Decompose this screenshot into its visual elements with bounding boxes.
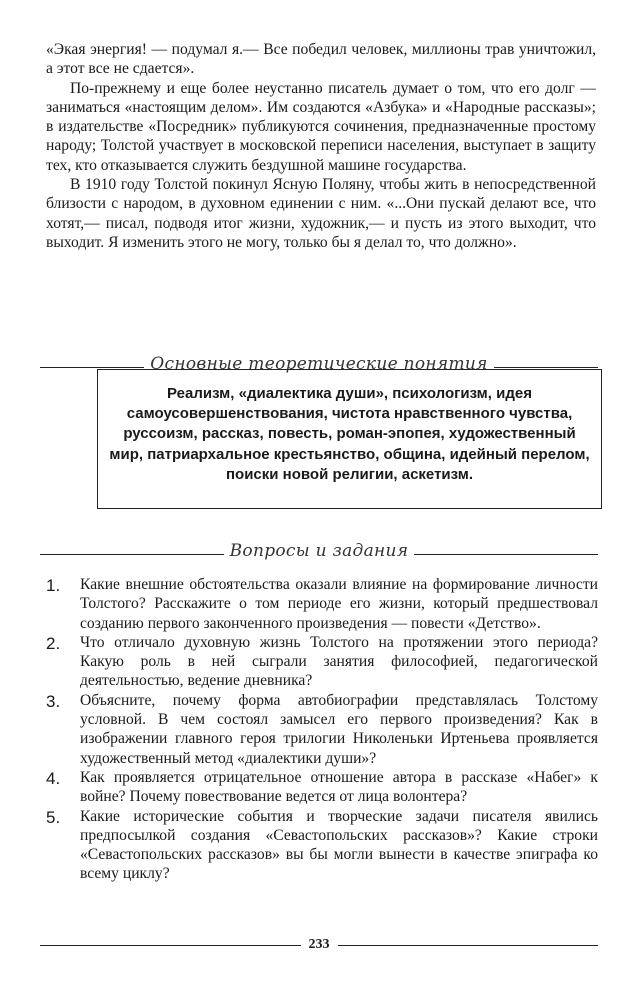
paragraph: По-прежнему и еще более неустанно писатель думает о том, что его долг — заниматься «настоящим делом». Им создаются «Азбука» и «Народные рассказы»; в издательстве «Посредник» публикуются сочинения, предназначенные простому народу; Толстой участвует в московской переписи населения, выступает в защиту тех, кто отказывается служить бездушной машине государства. xyxy=(46,79,596,174)
question-item xyxy=(46,807,598,884)
question-text: Какие внешние обстоятельства оказали влияние на формирование личности Толстого? Расскажите о том периоде его жизни, который предшествовал созданию первого законченного произведения — повести «Детство». xyxy=(80,576,598,632)
page-number: 233 xyxy=(308,937,330,952)
questions-heading: Вопросы и задания xyxy=(229,541,409,561)
questions-section-header xyxy=(40,541,598,561)
question-item xyxy=(46,633,598,691)
question-text: Что отличало духовную жизнь Толстого на протяжении этого периода? Какую роль в ней сыграли занятия философией, педагогической деятельностью, ведение дневника? xyxy=(80,633,598,690)
divider xyxy=(414,554,598,555)
divider xyxy=(494,367,598,368)
divider xyxy=(40,367,144,368)
question-item xyxy=(46,768,598,807)
question-text: Как проявляется отрицательное отношение автора в рассказе «Набег» к войне? Почему повествование ведется от лица волонтера? xyxy=(80,768,598,806)
paragraph: В 1910 году Толстой покинул Ясную Поляну, чтобы жить в непосредственной близости с народом, в духовном единении с ним. «...Они пускай делают все, что хотят,— писал, подводя итог жизни, художник,— и пусть из этого выходит, что выходит. Я изменить этого не могу, только бы я делал то, что должно». xyxy=(46,176,596,251)
question-number: 5. xyxy=(46,807,61,827)
concepts-box xyxy=(97,369,602,509)
divider xyxy=(40,554,224,555)
page-footer xyxy=(40,937,598,953)
divider xyxy=(40,945,301,946)
question-number: 3. xyxy=(46,691,61,711)
divider xyxy=(338,945,599,946)
concepts-heading: Основные теоретические понятия xyxy=(150,354,488,374)
question-number: 4. xyxy=(46,768,61,788)
body-text xyxy=(46,40,596,252)
question-item xyxy=(46,575,598,633)
question-text: Объясните, почему форма автобиографии представлялась Толстому условной. В чем состоял замысел его первого произведения? Как в изображении главного героя трилогии Николеньки Иртеньева проявляется художественный метод «диалектики души»? xyxy=(80,691,598,767)
question-number: 1. xyxy=(46,576,61,595)
question-item xyxy=(46,691,598,768)
concepts-text: Реализм, «диалектика души», психологизм, идея самоусовершенствования, чистота нравственного чувства, руссоизм, рассказ, повесть, роман-эпопея, художественный мир, патриархальное крестьянство, община, идейный перелом, поиски новой религии, аскетизм. xyxy=(109,385,590,483)
paragraph: «Экая энергия! — подумал я.— Все победил человек, миллионы трав уничтожил, а этот все не сдается». xyxy=(46,41,596,78)
question-number: 2. xyxy=(46,633,61,653)
question-text: Какие исторические события и творческие задачи писателя явились предпосылкой создания «Севастопольских рассказов»? Какие строки «Севастопольских рассказов» вы бы могли вынести в качестве эпиграфа ко всему циклу? xyxy=(80,807,598,883)
questions-list xyxy=(46,575,598,884)
